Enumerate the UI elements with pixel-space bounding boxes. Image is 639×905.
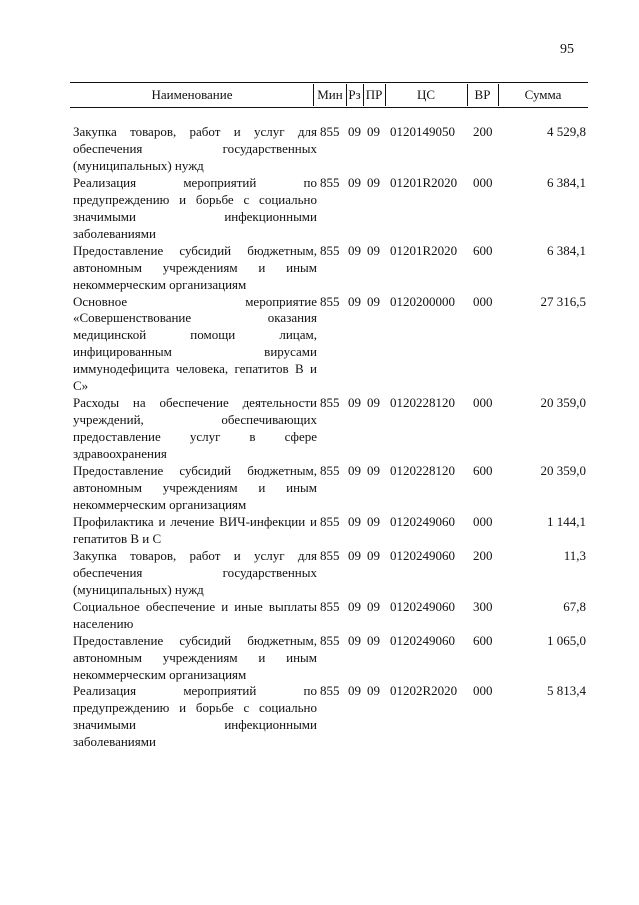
row-name: Расходы на обеспечение деятельности учреждений, обеспечивающих предоставление услуг в сфере здравоохранения [73,395,317,462]
header-name: Наименование [151,87,233,102]
header-cs: ЦС [416,87,436,102]
row-rz: 09 [348,683,361,699]
row-name: Реализация мероприятий по предупреждению и борьбе с социально значимыми инфекционными заболеваниями [73,174,317,241]
row-pr: 09 [367,124,380,139]
row-sum: 11,3 [563,547,586,563]
row-rz: 09 [348,513,361,529]
row-cs: 0120249060 [390,632,455,648]
row-min: 855 [320,293,340,309]
row-cs: 0120228120 [390,395,455,411]
row-cs: 0120249060 [390,598,455,614]
row-rz: 09 [348,463,361,479]
row-cs: 0120149050 [390,124,455,139]
row-sum: 20 359,0 [540,463,586,479]
table-row [0,294,639,396]
row-vr: 000 [473,683,493,699]
row-cs: 0120228120 [390,463,455,479]
row-sum: 67,8 [563,598,586,614]
header-sum: Сумма [524,87,562,102]
row-pr: 09 [367,513,380,529]
row-name: Закупка товаров, работ и услуг для обеспечения государственных (муниципальных) нужд [73,124,317,173]
header-bottom-rule [70,107,588,108]
row-min: 855 [320,513,340,529]
table-row [0,243,639,294]
row-cs: 01201R2020 [390,174,458,190]
row-rz: 09 [348,632,361,648]
row-min: 855 [320,598,340,614]
table-row [0,683,639,751]
row-min: 855 [320,174,340,190]
row-min: 855 [320,395,340,411]
row-pr: 09 [367,547,380,563]
table-row [0,514,639,548]
row-sum: 6 384,1 [547,174,586,190]
table-row [0,633,639,684]
row-sum: 1 144,1 [547,513,586,529]
row-min: 855 [320,124,340,139]
row-pr: 09 [367,632,380,648]
row-name: Социальное обеспечение и иные выплаты населению [73,598,317,631]
row-pr: 09 [367,395,380,411]
row-vr: 000 [473,174,493,190]
row-pr: 09 [367,598,380,614]
row-name: Профилактика и лечение ВИЧ-инфекции и гепатитов B и C [73,513,317,546]
row-rz: 09 [348,174,361,190]
header-pr: ПР [365,87,383,102]
row-min: 855 [320,242,340,258]
row-vr: 200 [473,547,493,563]
row-name: Основное мероприятие «Совершенствование оказания медицинской помощи лицам, инфицированным вирусами иммунодефицита человека, гепатитов B и C» [73,293,317,394]
row-cs: 0120200000 [390,293,455,309]
row-rz: 09 [348,242,361,258]
page-number: 95 [560,42,574,57]
row-sum: 5 813,4 [547,683,586,699]
table-row [0,175,639,243]
row-vr: 600 [473,463,493,479]
row-vr: 000 [473,513,493,529]
row-cs: 0120249060 [390,547,455,563]
row-min: 855 [320,463,340,479]
row-sum: 27 316,5 [540,293,586,309]
row-pr: 09 [367,174,380,190]
table-row [0,548,639,599]
table-row [0,463,639,514]
row-pr: 09 [367,242,380,258]
row-cs: 0120249060 [390,513,455,529]
row-cs: 01201R2020 [390,242,458,258]
row-rz: 09 [348,547,361,563]
row-vr: 200 [473,124,493,139]
row-cs: 01202R2020 [390,683,458,699]
row-vr: 600 [473,242,493,258]
table-row [0,599,639,633]
header-min: Мин [317,87,343,102]
header-rz: Рз [348,87,361,102]
row-rz: 09 [348,124,361,139]
row-name: Предоставление субсидий бюджетным, автономным учреждениям и иным некоммерческим организациям [73,632,317,682]
row-vr: 000 [473,395,493,411]
row-pr: 09 [367,463,380,479]
row-vr: 300 [473,598,493,614]
row-rz: 09 [348,598,361,614]
row-pr: 09 [367,683,380,699]
row-sum: 1 065,0 [547,632,586,648]
row-rz: 09 [348,293,361,309]
row-vr: 000 [473,293,493,309]
row-vr: 600 [473,632,493,648]
row-sum: 20 359,0 [540,395,586,411]
row-name: Предоставление субсидий бюджетным, автономным учреждениям и иным некоммерческим организациям [73,463,317,512]
row-rz: 09 [348,395,361,411]
header-vr: ВР [474,87,491,102]
row-sum: 4 529,8 [547,124,586,139]
row-sum: 6 384,1 [547,242,586,258]
row-min: 855 [320,632,340,648]
row-min: 855 [320,547,340,563]
row-name: Закупка товаров, работ и услуг для обеспечения государственных (муниципальных) нужд [73,547,317,597]
row-pr: 09 [367,293,380,309]
row-name: Реализация мероприятий по предупреждению и борьбе с социально значимыми инфекционными заболеваниями [73,683,317,750]
table-row [0,124,639,175]
row-name: Предоставление субсидий бюджетным, автономным учреждениям и иным некоммерческим организациям [73,242,317,292]
table-row [0,395,639,463]
header-top-rule [70,82,588,83]
table-body [0,124,639,751]
row-min: 855 [320,683,340,699]
